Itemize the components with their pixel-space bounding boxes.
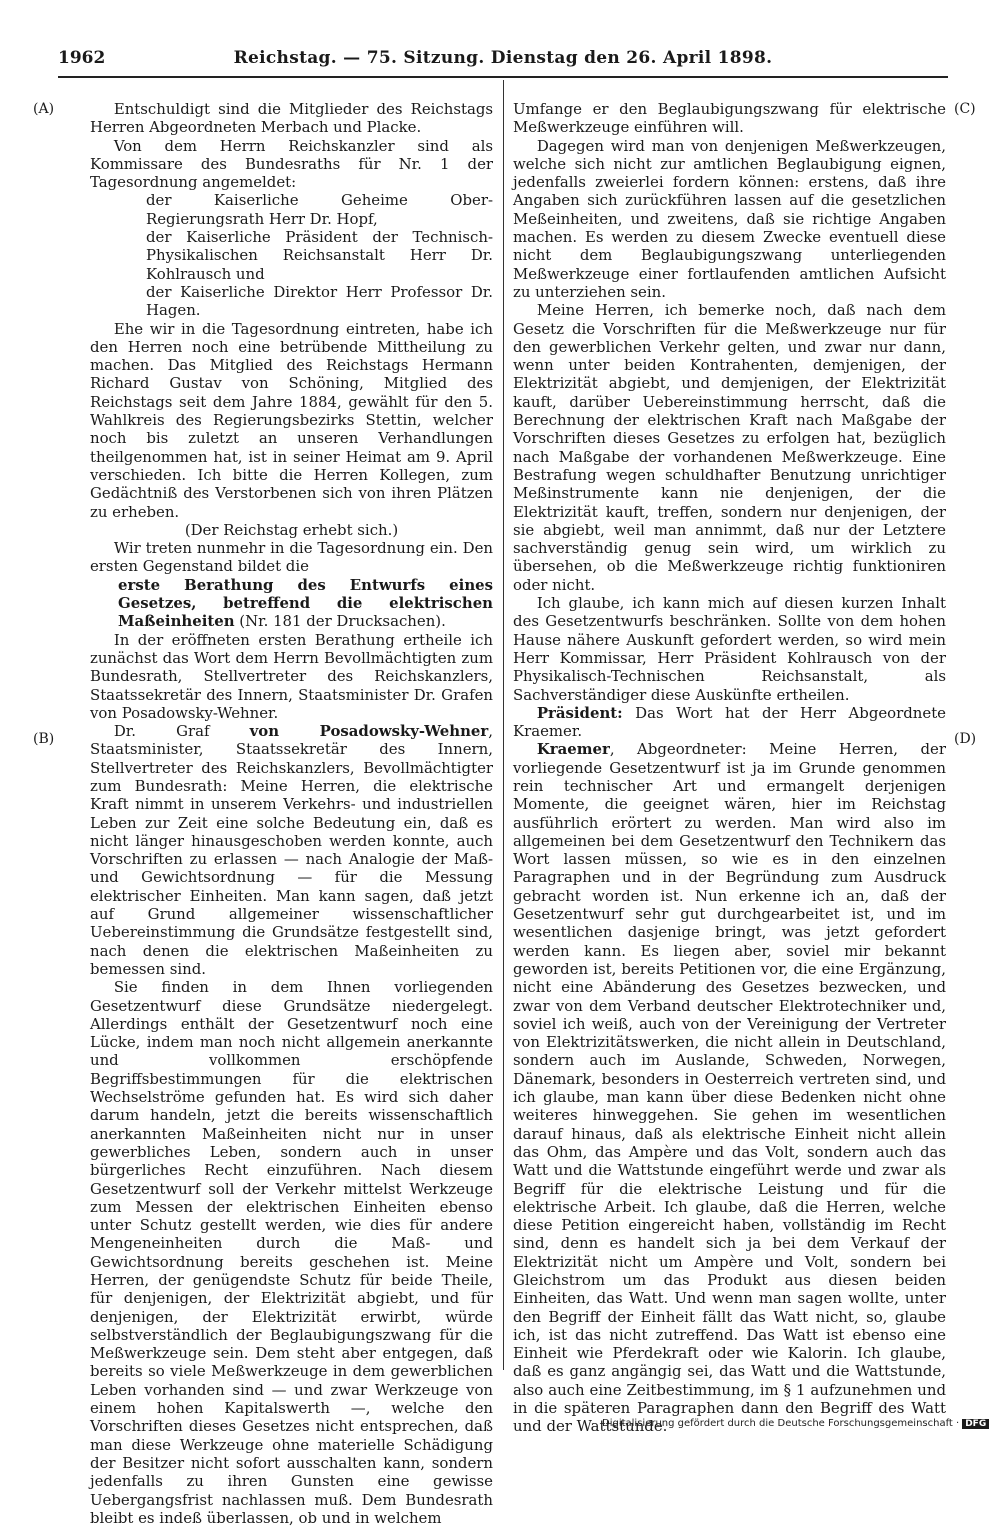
president-text: Das Wort hat der Herr Abgeordnete Kraemer. xyxy=(513,703,946,741)
footer-credit xyxy=(602,1418,989,1429)
margin-letter-b: (B) xyxy=(33,731,55,747)
stage-direction: (Der Reichstag erhebt sich.) xyxy=(184,520,399,539)
header-rule xyxy=(58,76,948,78)
commissioner-hopf: der Kaiserliche Geheime Ober-Regierungsrath Herr Dr. Hopf, xyxy=(146,191,493,228)
page-header xyxy=(58,48,948,72)
left-column xyxy=(90,100,493,1527)
paragraph-floor-given: In der eröffneten ersten Berathung ertheile ich zunächst das Wort dem Herrn Bevollmächtigten zum Bundesrath, Stellvertreter des Reichskanzlers, Staatssekretär des Innern, Staatsminister Dr. Grafen von Posadowsky-Wehner. xyxy=(90,630,493,722)
speech-kraemer-text: , Abgeordneter: Meine Herren, der vorliegende Gesetzentwurf ist ja im Grunde genommen rein technischer Art und ermangelt derjenigen Momente, die geeignet wären, hier im Reichstag ausführlich erörtert zu werden. Man wird also im allgemeinen bei dem Gesetzentwurf den Technikern das Wort lassen müssen, so wie es in den einzelnen Paragraphen und in der Begründung zum Ausdruck gebracht worden ist. Nun erkenne ich an, daß der Gesetzentwurf sehr gut durchgearbeitet ist, und im wesentlichen dasjenige bringt, was jetzt gefordert werden kann. Es liegen aber, soviel mir bekannt geworden ist, bereits Petitionen vor, die eine Ergänzung, nicht eine Abänderung des Gesetzes bezwecken, und zwar von dem Verband deutscher Elektrotechniker und, soviel ich weiß, auch von der Vereinigung der Vertreter von Elektrizitätswerken, die nicht allein in Deutschland, sondern auch im Auslande, Schweden, Norwegen, Dänemark, besonders in Oesterreich vertreten sind, und ich glaube, man kann über diese Bedenken nicht ohne weiteres hinweggehen. Sie gehen im wesentlichen darauf hinaus, daß als elektrische Einheit nicht allein das Ohm, das Ampère und das Volt, sondern auch das Watt und die Wattstunde eingeführt werde und zwar als Begriff für die elektrische Leistung und für die elektrische Arbeit. Ich glaube, daß die Herren, welche diese Petition eingereicht haben, vollständig im Recht sind, denn es handelt sich ja bei dem Verkauf der Elektrizität nicht um Ampère und Volt, sondern bei Gleichstrom um das Produkt aus diesen beiden Einheiten, das Watt. Und wenn man sagen wollte, unter den Begriff der Einheit fällt das Watt nicht, so, glaube ich, ist das nicht zutreffend. Das Watt ist ebenso eine Einheit wie Pferdekraft oder wie Kalorin. Ich glaube, daß es ganz angängig sei, das Watt und die Wattstunde, also auch eine Zeitbestimmung, im § 1 aufzunehmen und in die späteren Paragraphen dann den Begriff des Watt und der Wattstunde. xyxy=(513,740,946,1436)
column-divider xyxy=(503,80,504,1370)
president-statement xyxy=(513,704,946,741)
commissioner-kohlrausch: der Kaiserliche Präsident der Technisch-Physikalischen Reichsanstalt Herr Dr. Kohlrausch und xyxy=(146,228,493,283)
paragraph-agenda: Wir treten nunmehr in die Tagesordnung ein. Den ersten Gegenstand bildet die xyxy=(90,539,493,576)
speaker-prefix: Dr. Graf xyxy=(113,722,250,741)
speaker-name-president: Präsident: xyxy=(536,703,623,722)
paragraph-excused: Entschuldigt sind die Mitglieder des Reichstags Herren Abgeordneten Merbach und Placke. xyxy=(90,100,493,137)
agenda-item-heading xyxy=(118,576,493,631)
margin-letter-d: (D) xyxy=(954,731,977,747)
speech-posadowsky-continued: Sie finden in dem Ihnen vorliegenden Gesetzentwurf diese Grundsätze niedergelegt. Allerdings enthält der Gesetzentwurf noch eine Lücke, indem man noch nicht allgemein anerkannte und vollkommen erschöpfende Begriffsbestimmungen für die elektrischen Wechselströme gefunden hat. Es wird sich daher darum handeln, jetzt die bereits wissenschaftlich anerkannten Maßeinheiten nicht nur in unser gewerbliches Leben, sondern auch in unser bürgerliches Recht einzuführen. Nach diesem Gesetzentwurf soll der Verkehr mittelst Werkzeuge zum Messen der elektrischen Einheiten ebenso unter Schutz gestellt werden, wie dies für andere Mengeneinheiten durch die Maß- und Gewichtsordnung bereits geschehen ist. Meine Herren, der genügendste Schutz für beide Theile, für denjenigen, der Elektrizität abgiebt, und für denjenigen, der Elektrizität erwirbt, würde selbstverständlich der Beglaubigungszwang für die Meßwerkzeuge sein. Dem steht aber entgegen, daß bereits so viele Meßwerkzeuge in dem gewerblichen Leben vorhanden sind — und zwar Werkzeuge von einem hohen Kapitalswerth —, welche den Vorschriften dieses Gesetzes nicht entsprechen, daß man diese Werkzeuge ohne materielle Schädigung der Besitzer nicht sofort ausschalten kann, sondern jedenfalls zu ihren Gunsten eine gewisse Uebergangsfrist nachlassen muß. Dem Bundesrath bleibt es indeß überlassen, ob und in welchem xyxy=(90,978,493,1527)
paragraph-commissioners-intro: Von dem Herrn Reichskanzler sind als Kommissare des Bundesraths für Nr. 1 der Tagesordnung angemeldet: xyxy=(90,136,493,192)
paragraph-continuation: Umfange er den Beglaubigungszwang für elektrische Meßwerkzeuge einführen will. xyxy=(513,100,946,137)
commissioner-hagen: der Kaiserliche Direktor Herr Professor Dr. Hagen. xyxy=(146,282,493,320)
agenda-item-title: erste Berathung des Entwurfs eines Gesetzes, betreffend die elektrischen Maßeinheiten xyxy=(118,575,493,631)
paragraph-conclusion: Ich glaube, ich kann mich auf diesen kurzen Inhalt des Gesetzentwurfs beschränken. Sollte von dem hohen Hause nähere Auskunft gefordert werden, so wird mein Herr Kommissar, Herr Präsident Kohlrausch von der Physikalisch-Technischen Reichsanstalt, als Sachverständiger diese Auskünfte ertheilen. xyxy=(513,594,946,704)
page-number: 1962 xyxy=(58,48,106,68)
speech-posadowsky xyxy=(90,722,493,978)
right-column xyxy=(513,100,946,1436)
speech-kraemer xyxy=(513,740,946,1435)
footer-text: Digitalisierung gefördert durch die Deutsche Forschungsgemeinschaft · xyxy=(602,1418,960,1429)
paragraph-requirements: Dagegen wird man von denjenigen Meßwerkzeugen, welche sich nicht zur amtlichen Beglaubigung eignen, jedenfalls zweierlei fordern können: erstens, daß ihre Angaben sich zurückführen lassen auf die gesetzlichen Meßeinheiten, und zweitens, daß sie richtige Angaben machen. Es werden zu diesem Zwecke eventuell diese nicht dem Beglaubigungszwang unterliegenden Meßwerkzeuge einer fortlaufenden amtlichen Aufsicht zu unterziehen sein. xyxy=(513,136,946,301)
agenda-item-reference: (Nr. 181 der Drucksachen). xyxy=(234,612,446,631)
dfg-logo: DFG xyxy=(962,1419,989,1429)
speech-posadowsky-text: , Staatsminister, Staatssekretär des Innern, Stellvertreter des Reichskanzlers, Bevollmächtigter zum Bundesrath: Meine Herren, die elektrische Kraft nimmt in unserem Verkehrs- und industriellen Leben zur Zeit eine solche Bedeutung ein, daß es nicht länger hinausgeschoben werden konnte, auch Vorschriften zu erlassen — nach Analogie der Maß- und Gewichtsordnung — für die Messung elektrischer Einheiten. Man kann sagen, daß jetzt auf Grund allgemeiner wissenschaftlicher Uebereinstimmung die Grundsätze festgestellt sind, nach denen die elektrischen Maßeinheiten zu bemessen sind. xyxy=(90,722,493,978)
margin-letter-c: (C) xyxy=(954,101,976,117)
paragraph-commercial-use: Meine Herren, ich bemerke noch, daß nach dem Gesetz die Vorschriften für die Meßwerkzeuge nur für den gewerblichen Verkehr gelten, und zwar nur dann, wenn unter beiden Kontrahenten, demjenigen, der Elektrizität abgiebt, und demjenigen, der Elektrizität kauft, darüber Uebereinstimmung herrscht, daß die Berechnung der elektrischen Kraft nach Maßgabe der Vorschriften dieses Gesetzes zu erfolgen hat, bezüglich nach Maßgabe der vorhandenen Meßwerkzeuge. Eine Bestrafung wegen schuldhafter Benutzung unrichtiger Meßinstrumente kann nie denjenigen, der die Elektrizität kauft, treffen, sondern nur denjenigen, der sie abgiebt, weil man annimmt, daß nur der Letztere sachverständig genug sein wird, um wirklich zu übersehen, ob die Meßwerkzeuge richtig funktioniren oder nicht. xyxy=(513,301,946,594)
paragraph-obituary: Ehe wir in die Tagesordnung eintreten, habe ich den Herren noch eine betrübende Mittheilung zu machen. Das Mitglied des Reichstags Hermann Richard Gustav von Schöning, Mitglied des Reichstags seit dem Jahre 1884, gewählt für den 5. Wahlkreis des Regierungsbezirks Stettin, welcher noch bis zuletzt an unseren Verhandlungen theilgenommen hat, ist in seiner Heimat am 9. April verschieden. Ich bitte die Herren Kollegen, zum Gedächtniß des Verstorbenen sich von ihren Plätzen zu erheben. xyxy=(90,319,493,521)
speaker-name-kraemer: Kraemer xyxy=(536,740,610,759)
margin-letter-a: (A) xyxy=(33,101,55,117)
speaker-name-posadowsky: von Posadowsky-Wehner xyxy=(249,722,489,741)
running-title: Reichstag. — 75. Sitzung. Dienstag den 26. April 1898. xyxy=(233,48,773,68)
